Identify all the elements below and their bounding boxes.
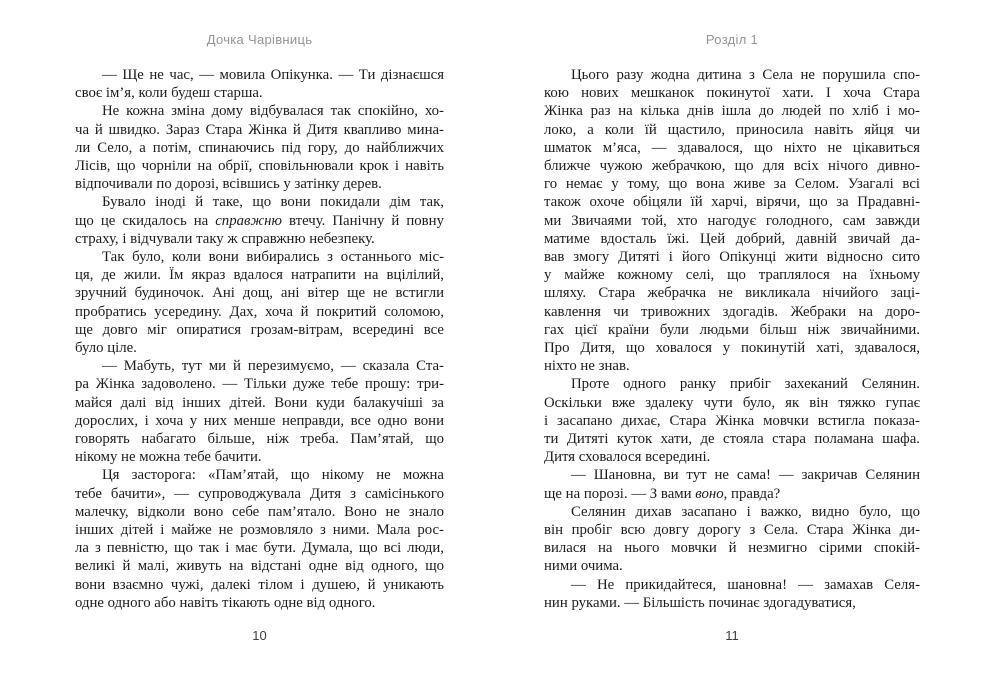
text-line: ми Звичаями той, хто нагодує голодного, сам завжди [544, 212, 920, 229]
paragraph [544, 503, 920, 576]
text-line: Селянин дихав засапано і важко, видно було, що [571, 503, 920, 520]
text-line: Дитя сховалося всередині. [544, 449, 711, 466]
text-line: інших дітей і майже не розмовляло з ними. Мала рос- [75, 522, 444, 539]
text-line: шляху. Стара жебрачка не викликала нічийого заці- [544, 285, 920, 302]
paragraph [75, 193, 444, 248]
text-line: вони взаємно чужі, далекі тілом і душею, й уникають [75, 576, 444, 593]
running-header-book-title: Дочка Чарівниць [206, 32, 313, 47]
text-line: матиме вдосталь їжі. Цей добрий, давній звичай да- [544, 230, 920, 247]
text-line: кавлення чи тривожних здогадів. Жебраки на доро- [544, 303, 920, 320]
running-header-chapter-title: Розділ 1 [705, 32, 759, 47]
paragraph [544, 66, 920, 375]
text-line: пробратись усередину. Дах, хоча й покритий соломою, [75, 303, 444, 320]
text-line: Оскільки вже здалеку чути було, як він тяжко гупає [544, 394, 920, 411]
text-line: своє ім’я, коли будеш старша. [75, 85, 263, 102]
text-line: страху, і відчували таку ж справжню небезпеку. [75, 230, 375, 247]
text-line: було ціле. [75, 340, 137, 357]
text-line: ближче чужою жебрачкою, що для всіх нічого дивно- [544, 158, 920, 175]
text-line: ла з певністю, що так і має бути. Думала, що всі люди, [75, 540, 444, 557]
paragraph [544, 375, 920, 466]
paragraph [544, 466, 920, 502]
page-body-left [75, 66, 444, 612]
page-body-right [544, 66, 920, 612]
text-line: Ця засторога: «Пам’ятай, що нікому не можна [102, 467, 444, 484]
text-line: Цього разу жодна дитина з Села не порушила спо- [571, 67, 920, 83]
text-line: нин руками. — Більшість починає здогадуватися, [544, 594, 856, 611]
text-line: зручний будиночок. Ані дощ, ані вітер ще не встигли [75, 285, 444, 302]
text-line: говорять набагато більше, ніж треба. Пам’ятай, що [75, 431, 444, 448]
paragraph [75, 66, 444, 102]
paragraph [544, 576, 920, 612]
page-left [75, 0, 444, 683]
text-line: — Мабуть, тут ми й перезимуємо, — сказала Ста- [102, 358, 444, 375]
text-line: — Ще не час, — мовила Опікунка. — Ти дізнаєшся [102, 67, 444, 83]
text-line: Лісів, що чорніли на обрії, сповільнювали крок і навіть [75, 158, 444, 175]
text-line: локо, а коли їй щастило, приносила навіть яйця чи [544, 121, 920, 138]
paragraph [75, 248, 444, 357]
text-line: ще на порозі. — З вами воно, правда? [544, 485, 781, 502]
text-line: вав змогу Дитяті і його Опікунці жити відносно сито [544, 249, 920, 266]
page-number-left: 10 [252, 628, 267, 643]
text-line: також охоче обіцяли їй харчі, вірячи, що за Прадавні- [544, 194, 920, 211]
page-right [544, 0, 920, 683]
text-line: тебе бачити», — супроводжувала Дитя з самісінького [75, 485, 444, 502]
page-number-right: 11 [725, 628, 739, 643]
text-line: кою нових мешканок покинутої хати. І хоча Стара [544, 85, 920, 102]
text-line: він пробіг всю довгу дорогу з Села. Стара Жінка ди- [544, 522, 920, 539]
text-line: ще довго міг опиратися грозам-вітрам, всередині все [75, 321, 444, 338]
text-line: ли Село, а потім, спинаючись під гору, до найближчих [75, 139, 444, 156]
text-line: вилася на нього мовчки й незмигно сірими спокій- [544, 540, 920, 557]
text-line: що це скидалось на справжню втечу. Панічну й повну [75, 212, 444, 229]
text-line: ними очима. [544, 558, 623, 575]
text-line: ча й швидко. Зараз Стара Жінка й Дитя квапливо мина- [75, 121, 444, 138]
text-line: і засапано дихає, Стара Жінка мовчки встигла показа- [544, 412, 920, 429]
text-line: Про Дитя, що ховалося у покинутій хаті, здавалося, [544, 340, 920, 357]
text-line: майся далі від інших дітей. Вони куди балакучіші за [75, 394, 444, 411]
text-line: у майже кожному селі, що траплялося на їхньому [544, 267, 920, 284]
text-line: великі й малі, живуть на відстані одне від одного, що [75, 558, 444, 575]
text-line: ра Жінка задоволено. — Тільки дуже тебе прошу: три- [75, 376, 444, 393]
paragraph [75, 357, 444, 466]
text-line: Жінка раз на кілька днів ішла до людей по хліб і мо- [544, 103, 920, 120]
text-line: — Не прикидайтеся, шановна! — замахав Селя- [571, 576, 920, 593]
text-line: відпочивали по дорозі, всівшись у затінку дерев. [75, 176, 382, 193]
text-line: дорослих, і хоча у них менше неправди, все одно вони [75, 412, 444, 429]
text-line: Не кожна зміна дому відбувалася так спокійно, хо- [102, 103, 444, 120]
text-line: Бувало іноді й таке, що вони покидали дім так, [102, 194, 444, 211]
text-line: гах цієї країни були людьми більш ніж звичайними. [544, 321, 920, 338]
text-line: малечку, відколи воно себе пам’ятало. Воно не знало [75, 503, 444, 520]
text-line: ця, де жили. Їм якраз вдалося натрапити на вцілілий, [75, 267, 444, 284]
paragraph [75, 102, 444, 193]
text-line: го немає у тому, що вона живе за Селом. Узагалі всі [544, 176, 920, 193]
text-line: одне одного або навіть тікають одне від одного. [75, 594, 376, 611]
text-line: — Шановна, ви тут не сама! — закричав Селянин [571, 467, 920, 484]
text-line: нікому не можна тебе бачити. [75, 449, 262, 466]
text-line: шматок м’яса, — здавалося, що ніхто не цікавиться [544, 139, 920, 156]
text-line: Так було, коли вони вибирались з останнього міс- [102, 249, 444, 266]
text-line: Проте одного ранку прибіг захеканий Селянин. [571, 376, 920, 393]
paragraph [75, 466, 444, 612]
text-line: ти Дитяті куток хати, де стояла стара поламана шафа. [544, 431, 920, 448]
text-line: ніхто не знав. [544, 358, 630, 375]
